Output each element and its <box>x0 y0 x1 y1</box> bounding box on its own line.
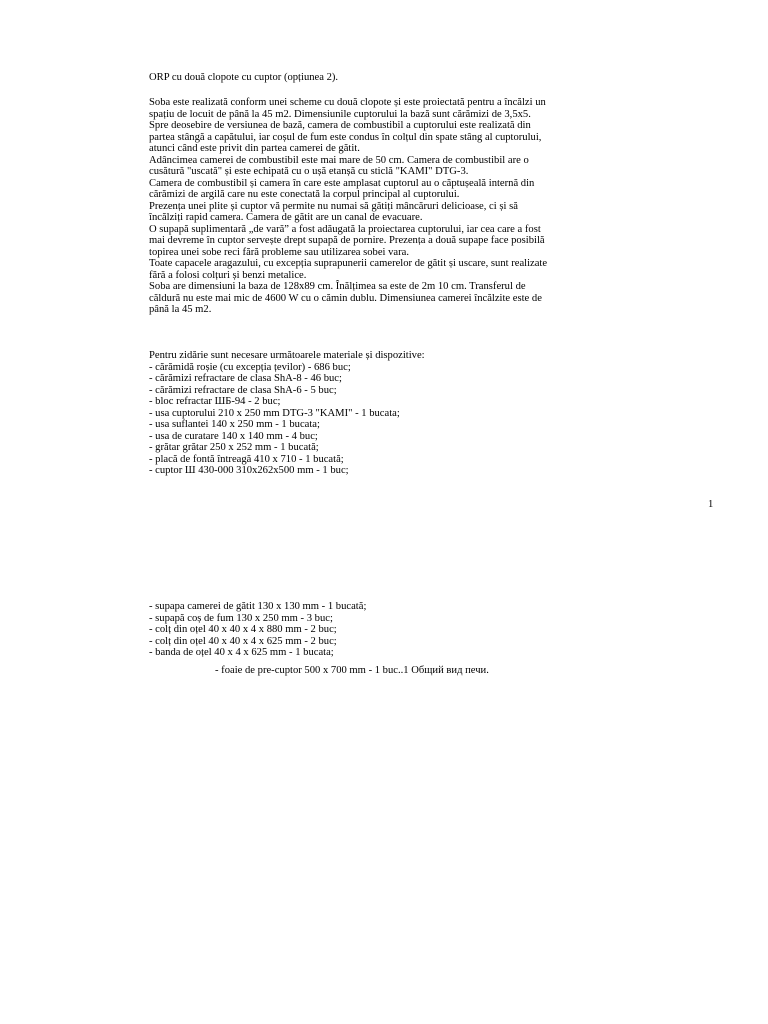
paragraph-line: partea stângă a capătului, iar coșul de fum este condus în colțul din spate stâng al cuptorului, <box>149 131 542 143</box>
materials-line: - colț din oțel 40 x 40 x 4 x 880 mm - 2 buc; <box>149 624 337 635</box>
materials-list <box>149 350 589 477</box>
materials-list-continued <box>149 601 589 659</box>
paragraph-line: Toate capacele aragazului, cu excepția suprapunerii camerelor de gătit și uscare, sunt realizate <box>149 258 548 269</box>
paragraph-line: cusătură "uscată" și este echipată cu o ușă etanșă cu sticlă "KAMI" DTG-3. <box>149 166 469 177</box>
materials-line: - cărămizi refractare de clasa ShA-6 - 5 buc; <box>149 384 337 396</box>
materials-line: - usa de curatare 140 x 140 mm - 4 buc; <box>149 430 318 442</box>
materials-line: - placă de fontă întreagă 410 x 710 - 1 bucată; <box>149 453 344 465</box>
materials-line: - bloc refractar ШБ-94 - 2 buc; <box>149 396 281 407</box>
document-title <box>149 72 589 84</box>
materials-line: - cuptor Ш 430-000 310x262x500 mm - 1 buc; <box>149 465 349 476</box>
materials-line: - supapă coș de fum 130 x 250 mm - 3 buc; <box>149 612 333 624</box>
paragraph-line: Soba este realizată conform unei scheme cu două clopote și este proiectată pentru a încălzi un <box>149 97 546 108</box>
paragraph-line: Prezența unei plite și cuptor vă permite nu numai să gătiți mâncăruri delicioase, ci și să <box>149 200 518 212</box>
paragraph-line: atunci când este privit din partea camerei de gătit. <box>149 143 360 154</box>
materials-line: - cărămizi refractare de clasa ShA-8 - 46 buc; <box>149 373 342 384</box>
paragraph-line: Soba are dimensiuni la baza de 128x89 cm. Înălțimea sa este de 2m 10 cm. Transferul de <box>149 281 526 292</box>
materials-line: - grătar grătar 250 x 252 mm - 1 bucată; <box>149 442 319 453</box>
materials-line: - colț din oțel 40 x 40 x 4 x 625 mm - 2 buc; <box>149 635 337 647</box>
paragraph-line: cărămizi de argilă care nu este conectată la corpul principal al cuptorului. <box>149 189 460 200</box>
materials-line: - banda de oțel 40 x 4 x 625 mm - 1 bucata; <box>149 647 334 658</box>
paragraph-line: Spre deosebire de versiunea de bază, camera de combustibil a cuptorului este realizată din <box>149 120 531 131</box>
paragraph-line: Camera de combustibil și camera în care este amplasat cuptorul au o căptușeală internă din <box>149 177 535 189</box>
paragraph-line: încălziți rapid camera. Camera de gătit are un canal de evacuare. <box>149 212 423 223</box>
title-text: ORP cu două clopote cu cuptor (opțiunea 2). <box>149 72 339 83</box>
paragraph-line: fără a folosi colțuri și benzi metalice. <box>149 269 307 281</box>
materials-line: - usa suflantei 140 x 250 mm - 1 bucata; <box>149 419 320 430</box>
paragraph-line: până la 45 m2. <box>149 304 212 315</box>
materials-line: - supapa camerei de gătit 130 x 130 mm - 1 bucată; <box>149 601 367 612</box>
paragraph-line: Adâncimea camerei de combustibil este mai mare de 50 cm. Camera de combustibil are o <box>149 154 529 166</box>
materials-last-line: - foaie de pre-cuptor 500 x 700 mm - 1 buc..1 Общий вид печи. <box>215 665 489 676</box>
materials-line: - cărămidă roșie (cu excepția țevilor) - 686 buc; <box>149 361 351 373</box>
paragraph-line: mai devreme în cuptor servește drept supapă de pornire. Prezența a două supape face posibilă <box>149 235 545 246</box>
paragraph-line: O supapă suplimentară „de vară” a fost adăugată la proiectarea cuptorului, iar cea care a fost <box>149 223 541 235</box>
description-paragraph <box>149 97 589 316</box>
paragraph-line: căldură nu este mai mic de 4600 W cu o cămin dublu. Dimensiunea camerei încălzite este de <box>149 292 542 304</box>
materials-line: Pentru zidărie sunt necesare următoarele materiale și dispozitive: <box>149 350 425 361</box>
paragraph-line: topirea unei sobe reci fără probleme sau utilizarea sobei vara. <box>149 246 410 258</box>
page-number: 1 <box>708 499 714 510</box>
materials-line: - usa cuptorului 210 x 250 mm DTG-3 "KAMI" - 1 bucata; <box>149 407 400 419</box>
paragraph-line: spațiu de locuit de până la 45 m2. Dimensiunile cuptorului la bază sunt cărămizi de 3,5x5. <box>149 108 531 120</box>
